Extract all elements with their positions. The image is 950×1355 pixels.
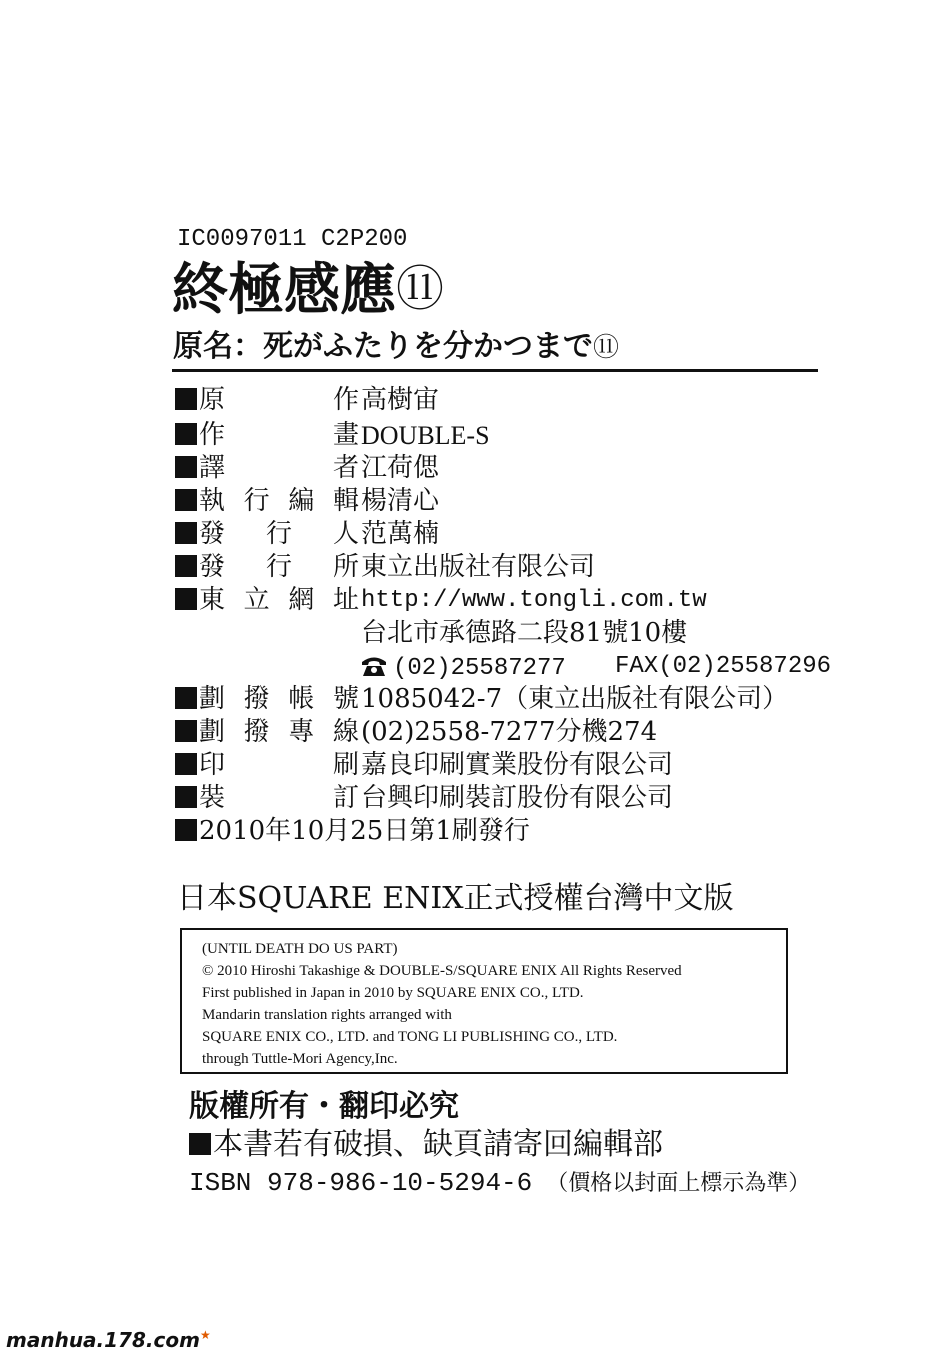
website-link[interactable]: http://www.tongli.com.tw — [361, 587, 707, 614]
black-square-icon — [175, 588, 197, 610]
credit-value: 東立出版社有限公司 — [361, 552, 596, 582]
black-square-icon — [175, 423, 197, 445]
copyright-line: (UNTIL DEATH DO US PART) — [202, 941, 398, 957]
address: 台北市承德路二段81號10樓 — [361, 618, 688, 648]
credit-row-printing — [175, 749, 674, 782]
credit-label: 劃撥帳號 — [199, 684, 359, 714]
isbn-number: ISBN 978-986-10-5294-6 — [189, 1168, 533, 1198]
credit-label: 原作 — [199, 385, 359, 415]
black-square-icon — [175, 489, 197, 511]
phone-icon — [361, 655, 387, 677]
copyright-line: Mandarin translation rights arranged with — [202, 1007, 452, 1023]
isbn-line — [189, 1164, 810, 1202]
divider — [172, 369, 818, 372]
original-title-text: 原名：死がふたりを分かつまで — [173, 329, 593, 364]
damage-notice — [189, 1126, 663, 1164]
black-square-icon — [175, 555, 197, 577]
credit-value: 范萬楠 — [361, 519, 440, 549]
black-square-icon — [175, 388, 197, 410]
credit-label: 譯者 — [199, 453, 359, 483]
credit-row-publisher — [175, 518, 440, 551]
black-square-icon — [175, 819, 197, 841]
price-note: （價格以封面上標示為準） — [546, 1171, 811, 1196]
watermark — [6, 1328, 211, 1352]
credit-row-artist — [175, 419, 490, 452]
edition-line — [175, 815, 530, 848]
credit-row-postal-line — [175, 716, 658, 749]
credit-value: 楊清心 — [361, 486, 440, 516]
credit-label: 執行編輯 — [199, 486, 359, 516]
catalog-code: IC0097011 C2P200 — [177, 226, 408, 253]
copyright-line: SQUARE ENIX CO., LTD. and TONG LI PUBLISHING CO., LTD. — [202, 1029, 618, 1045]
credit-value: DOUBLE-S — [361, 421, 490, 450]
book-title — [172, 258, 444, 325]
black-square-icon — [175, 456, 197, 478]
fax-number: FAX(02)25587296 — [615, 653, 832, 680]
watermark-text: manhua.178.com — [6, 1328, 200, 1352]
credit-row-editor — [175, 485, 440, 518]
credit-label: 發行所 — [199, 552, 359, 582]
copyright-line: First published in Japan in 2010 by SQUARE ENIX CO., LTD. — [202, 985, 584, 1001]
credit-row-website — [175, 584, 707, 617]
credit-row-author — [175, 384, 440, 417]
credit-value: 1085042-7（東立出版社有限公司） — [361, 684, 789, 714]
book-title-text: 終極感應 — [172, 257, 396, 323]
black-square-icon — [175, 753, 197, 775]
black-square-icon — [175, 786, 197, 808]
damage-notice-text: 本書若有破損、缺頁請寄回編輯部 — [213, 1127, 663, 1162]
credit-value: 台興印刷裝訂股份有限公司 — [361, 783, 674, 813]
credit-value: (02)2558-7277分機274 — [361, 717, 658, 747]
credit-label: 發行人 — [199, 519, 359, 549]
credit-row-publishing-house — [175, 551, 596, 584]
credit-row-translator — [175, 452, 440, 485]
credit-value: 江荷偲 — [361, 453, 440, 483]
credit-row-postal-account — [175, 683, 789, 716]
copyright-box — [180, 928, 788, 1074]
credit-value: 高樹宙 — [361, 385, 440, 415]
credit-label: 劃撥專線 — [199, 717, 359, 747]
copyright-line: © 2010 Hiroshi Takashige & DOUBLE-S/SQUARE ENIX All Rights Reserved — [202, 963, 682, 979]
license-line: 日本SQUARE ENIX正式授權台灣中文版 — [177, 881, 734, 916]
original-title — [173, 328, 619, 367]
volume-number: ⑪ — [396, 261, 445, 317]
edition-text: 2010年10月25日第1刷發行 — [199, 816, 530, 846]
star-icon: ★ — [199, 1328, 211, 1342]
credit-label: 東立網址 — [199, 585, 359, 615]
rights-line: 版權所有・翻印必究 — [189, 1089, 459, 1124]
phone-number: (02)25587277 — [393, 655, 566, 682]
black-square-icon — [175, 522, 197, 544]
credit-value: 嘉良印刷實業股份有限公司 — [361, 750, 674, 780]
credit-label: 印刷 — [199, 750, 359, 780]
black-square-icon — [189, 1133, 211, 1155]
phone-line — [361, 650, 566, 683]
black-square-icon — [175, 720, 197, 742]
credit-label: 作畫 — [199, 420, 359, 450]
credit-label: 裝訂 — [199, 783, 359, 813]
copyright-line: through Tuttle-Mori Agency,Inc. — [202, 1051, 398, 1067]
black-square-icon — [175, 687, 197, 709]
original-volume-number: ⑪ — [593, 333, 620, 363]
credit-row-binding — [175, 782, 674, 815]
